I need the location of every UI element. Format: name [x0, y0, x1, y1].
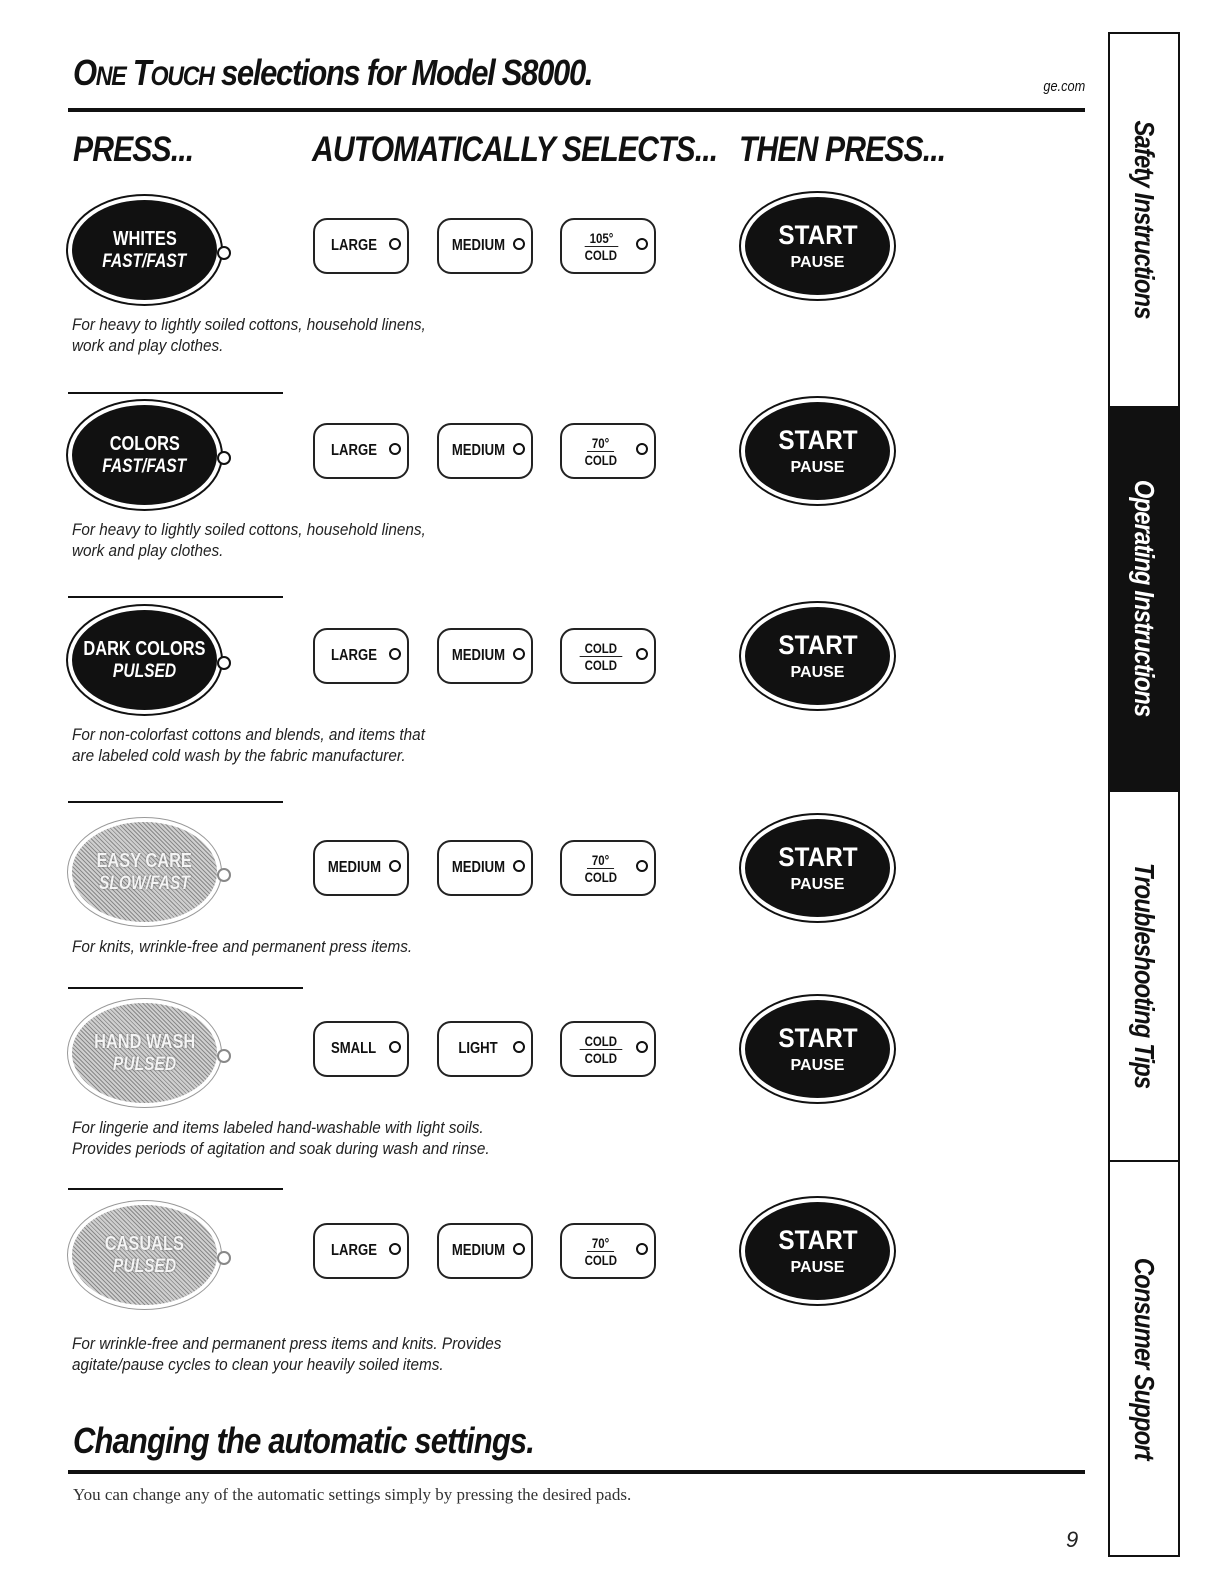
soil-level-pad[interactable] [437, 1021, 533, 1077]
wash-temp: 105° [584, 230, 618, 247]
rinse-temp: COLD [584, 1049, 618, 1066]
page-title: ONE TOUCH selections for Model S8000. [73, 52, 593, 93]
load-size-pad[interactable] [313, 1223, 409, 1279]
indicator-light [217, 656, 231, 670]
tab-label: Operating Instructions [1129, 479, 1160, 717]
tab-consumer-support[interactable] [1110, 1162, 1178, 1555]
section-rule [68, 1470, 1085, 1474]
cycle-row [0, 200, 1100, 400]
indicator-light [636, 1243, 648, 1255]
cycle-button-casuals[interactable] [72, 1205, 217, 1305]
temperature-pad[interactable] [560, 1223, 656, 1279]
indicator-light [513, 1041, 525, 1053]
cycle-speed: PULSED [112, 1053, 177, 1075]
indicator-light [513, 648, 525, 660]
pad-label: MEDIUM [327, 859, 381, 876]
pad-label: MEDIUM [451, 859, 505, 876]
row-separator [68, 801, 283, 803]
website-label: ge.com [1043, 78, 1085, 95]
wash-temp: 70° [587, 435, 614, 452]
indicator-light [389, 443, 401, 455]
start-pause-button[interactable] [745, 1000, 890, 1098]
indicator-light [389, 1243, 401, 1255]
row-separator [68, 392, 283, 394]
cycle-row [0, 610, 1100, 810]
start-pause-button[interactable] [745, 607, 890, 705]
indicator-light [513, 1243, 525, 1255]
cycle-name: WHITES [112, 227, 177, 250]
temperature-pad[interactable] [560, 218, 656, 274]
temperature-pad[interactable] [560, 423, 656, 479]
tab-label: Troubleshooting Tips [1129, 863, 1160, 1089]
temperature-pad[interactable] [560, 628, 656, 684]
pad-label: LARGE [331, 442, 377, 459]
pause-label: PAUSE [790, 459, 845, 476]
column-heading-then-press: THEN PRESS... [739, 130, 946, 169]
wash-temp: COLD [580, 640, 622, 657]
temperature-pad[interactable] [560, 840, 656, 896]
tab-operating-instructions[interactable] [1110, 406, 1178, 790]
tab-troubleshooting-tips[interactable] [1110, 792, 1178, 1160]
indicator-light [513, 238, 525, 250]
tab-label: Safety Instructions [1129, 120, 1160, 320]
pause-label: PAUSE [790, 876, 845, 893]
load-size-pad[interactable] [313, 628, 409, 684]
cycle-speed: SLOW/FAST [99, 872, 190, 894]
indicator-light [389, 1041, 401, 1053]
load-size-pad[interactable] [313, 840, 409, 896]
column-heading-press: PRESS... [73, 130, 194, 169]
pad-label: MEDIUM [451, 237, 505, 254]
cycle-description: For lingerie and items labeled hand-washable with light soils. Provides periods of agitation and soak during wash and rinse. [72, 1118, 490, 1158]
pause-label: PAUSE [790, 1057, 845, 1074]
pad-label: MEDIUM [451, 442, 505, 459]
start-pause-button[interactable] [745, 402, 890, 500]
start-pause-button[interactable] [745, 1202, 890, 1300]
indicator-light [389, 860, 401, 872]
cycle-button-whites[interactable] [72, 200, 217, 300]
rinse-temp: COLD [584, 656, 618, 673]
cycle-button-easy-care[interactable] [72, 822, 217, 922]
cycle-row [0, 1003, 1100, 1203]
column-heading-auto-selects: AUTOMATICALLY SELECTS... [312, 130, 718, 169]
section-text: You can change any of the automatic settings simply by pressing the desired pads. [73, 1485, 632, 1504]
wash-temp: 70° [587, 1235, 614, 1252]
cycle-row [0, 822, 1100, 1022]
cycle-description: For knits, wrinkle-free and permanent press items. [72, 937, 413, 956]
side-tab-bar [1108, 32, 1180, 1557]
rinse-temp: COLD [584, 246, 618, 263]
tab-label: Consumer Support [1129, 1257, 1160, 1460]
wash-temp: 70° [587, 852, 614, 869]
cycle-name: HAND WASH [93, 1030, 196, 1053]
pad-label: MEDIUM [451, 647, 505, 664]
cycle-button-dark-colors[interactable] [72, 610, 217, 710]
cycle-row [0, 1205, 1100, 1405]
header-rule [68, 108, 1085, 112]
pause-label: PAUSE [790, 254, 845, 271]
indicator-light [217, 451, 231, 465]
start-pause-button[interactable] [745, 819, 890, 917]
pad-label: MEDIUM [451, 1242, 505, 1259]
pad-label: LARGE [331, 647, 377, 664]
cycle-name: CASUALS [104, 1232, 185, 1255]
indicator-light [513, 443, 525, 455]
indicator-light [389, 648, 401, 660]
row-separator [68, 596, 283, 598]
pause-label: PAUSE [790, 1259, 845, 1276]
start-label: START [777, 220, 858, 250]
indicator-light [513, 860, 525, 872]
pad-label: LIGHT [458, 1040, 498, 1057]
cycle-button-colors[interactable] [72, 405, 217, 505]
soil-level-pad[interactable] [437, 218, 533, 274]
cycle-speed: FAST/FAST [102, 455, 187, 477]
indicator-light [636, 238, 648, 250]
cycle-name: COLORS [109, 432, 180, 455]
start-label: START [777, 842, 858, 872]
indicator-light [217, 1049, 231, 1063]
cycle-description: For wrinkle-free and permanent press items and knits. Provides agitate/pause cycles to clean your heavily soiled items. [72, 1334, 502, 1374]
start-label: START [777, 425, 858, 455]
indicator-light [636, 860, 648, 872]
row-separator [68, 987, 303, 989]
cycle-name: DARK COLORS [83, 637, 206, 660]
indicator-light [217, 246, 231, 260]
cycle-speed: PULSED [112, 660, 177, 682]
cycle-description: For heavy to lightly soiled cottons, household linens, work and play clothes. [72, 315, 426, 355]
wash-temp: COLD [580, 1033, 622, 1050]
row-separator [68, 1188, 283, 1190]
load-size-pad[interactable] [313, 1021, 409, 1077]
indicator-light [389, 238, 401, 250]
indicator-light [636, 1041, 648, 1053]
indicator-light [217, 868, 231, 882]
cycle-speed: PULSED [112, 1255, 177, 1277]
start-pause-button[interactable] [745, 197, 890, 295]
section-title: Changing the automatic settings. [73, 1420, 535, 1461]
cycle-button-hand-wash[interactable] [72, 1003, 217, 1103]
temperature-pad[interactable] [560, 1021, 656, 1077]
cycle-description: For heavy to lightly soiled cottons, household linens, work and play clothes. [72, 520, 426, 560]
indicator-light [636, 648, 648, 660]
load-size-pad[interactable] [313, 423, 409, 479]
start-label: START [777, 630, 858, 660]
indicator-light [636, 443, 648, 455]
pad-label: SMALL [331, 1040, 377, 1057]
indicator-light [217, 1251, 231, 1265]
soil-level-pad[interactable] [437, 840, 533, 896]
soil-level-pad[interactable] [437, 628, 533, 684]
start-label: START [777, 1023, 858, 1053]
cycle-name: EASY CARE [96, 849, 193, 872]
rinse-temp: COLD [584, 1251, 618, 1268]
cycle-description: For non-colorfast cottons and blends, and items that are labeled cold wash by the fabric manufacturer. [72, 725, 425, 765]
cycle-speed: FAST/FAST [102, 250, 187, 272]
tab-safety-instructions[interactable] [1110, 34, 1178, 406]
pad-label: LARGE [331, 1242, 377, 1259]
load-size-pad[interactable] [313, 218, 409, 274]
rinse-temp: COLD [584, 451, 618, 468]
pause-label: PAUSE [790, 664, 845, 681]
page-number: 9 [1066, 1527, 1079, 1552]
start-label: START [777, 1225, 858, 1255]
cycle-row [0, 405, 1100, 605]
soil-level-pad[interactable] [437, 423, 533, 479]
pad-label: LARGE [331, 237, 377, 254]
soil-level-pad[interactable] [437, 1223, 533, 1279]
rinse-temp: COLD [584, 868, 618, 885]
